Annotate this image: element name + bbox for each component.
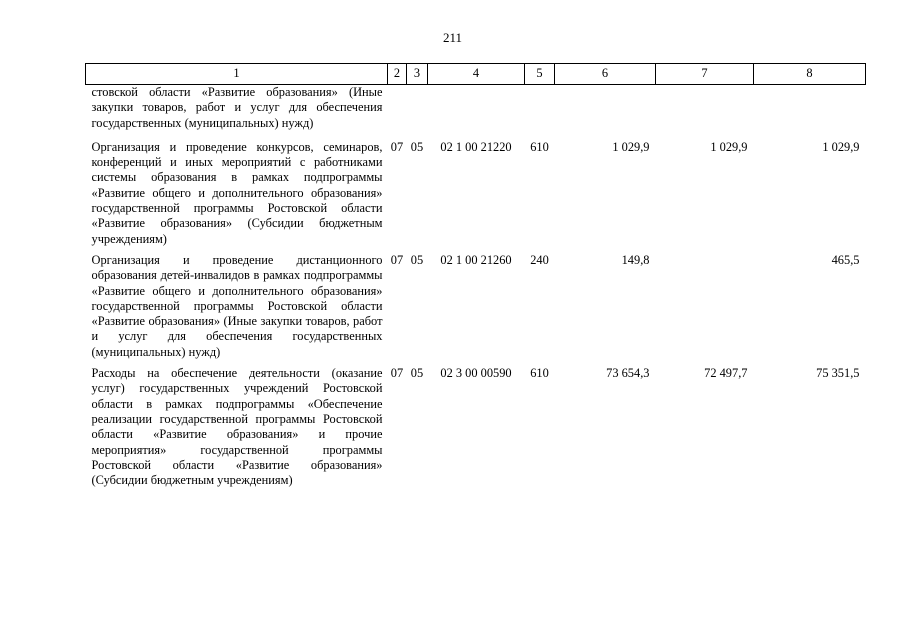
column-header-target-article: 4 bbox=[428, 64, 525, 85]
row-section: 07 bbox=[390, 366, 404, 381]
row-amount-2 bbox=[656, 85, 754, 136]
table-row bbox=[86, 249, 866, 362]
page-number: 211 bbox=[442, 30, 463, 45]
row-amount-1: 1 029,9 bbox=[612, 139, 650, 154]
column-header-section: 2 bbox=[388, 64, 407, 85]
column-header-amount-2: 7 bbox=[656, 64, 754, 85]
row-amount-1: 149,8 bbox=[621, 252, 650, 267]
table-row bbox=[86, 85, 866, 136]
row-subsection bbox=[407, 85, 428, 136]
column-header-amount-3: 8 bbox=[754, 64, 866, 85]
row-expense-type: 240 bbox=[530, 252, 549, 267]
row-description: Организация и проведение конкурсов, семинаров, конференций и иных мероприятий с работниками системы образования в рамках подпрограммы «Развитие общего и дополнительного образования» государственной программы Ростовской области «Развитие образования» (Субсидии бюджетным учреждениям) bbox=[91, 139, 383, 246]
row-section: 07 bbox=[390, 139, 404, 154]
column-header-description: 1 bbox=[86, 64, 388, 85]
row-expense-type: 610 bbox=[530, 366, 549, 381]
row-target-article: 02 1 00 21260 bbox=[440, 252, 512, 267]
row-description: стовской области «Развитие образования» (Иные закупки товаров, работ и услуг для обеспечения государственных (муниципальных) нужд) bbox=[91, 85, 383, 130]
row-expense-type bbox=[525, 85, 555, 136]
row-target-article bbox=[428, 85, 525, 136]
row-section: 07 bbox=[390, 252, 404, 267]
row-subsection: 05 bbox=[410, 366, 424, 381]
budget-table bbox=[85, 63, 866, 490]
row-amount-3: 75 351,5 bbox=[816, 366, 860, 381]
row-expense-type: 610 bbox=[530, 139, 549, 154]
column-header-amount-1: 6 bbox=[555, 64, 656, 85]
row-subsection: 05 bbox=[410, 139, 424, 154]
table-row bbox=[86, 136, 866, 249]
table-row bbox=[86, 362, 866, 490]
row-description: Расходы на обеспечение деятельности (оказание услуг) государственных учреждений Ростовской области в рамках подпрограммы «Обеспечение реализации государственной программы Ростовской области «Развитие образования» и прочие мероприятия» государственной программы Ростовской области «Развитие образования» (Субсидии бюджетным учреждениям) bbox=[91, 366, 383, 488]
column-header-expense-type: 5 bbox=[525, 64, 555, 85]
row-amount-3: 465,5 bbox=[831, 252, 860, 267]
row-subsection: 05 bbox=[410, 252, 424, 267]
row-target-article: 02 1 00 21220 bbox=[440, 139, 512, 154]
row-amount-2: 1 029,9 bbox=[710, 139, 748, 154]
row-amount-2 bbox=[656, 249, 754, 362]
row-description: Организация и проведение дистанционного образования детей-инвалидов в рамках подпрограммы «Развитие общего и дополнительного образования» государственной программы Ростовской области «Развитие образования» (Иные закупки товаров, работ и услуг для обеспечения государственных (муниципальных) нужд) bbox=[91, 252, 383, 359]
row-amount-1 bbox=[555, 85, 656, 136]
row-amount-3: 1 029,9 bbox=[822, 139, 860, 154]
row-amount-1: 73 654,3 bbox=[606, 366, 650, 381]
row-target-article: 02 3 00 00590 bbox=[440, 366, 512, 381]
row-amount-3 bbox=[754, 85, 866, 136]
row-section bbox=[388, 85, 407, 136]
column-header-subsection: 3 bbox=[407, 64, 428, 85]
table-header-row bbox=[86, 64, 866, 85]
row-amount-2: 72 497,7 bbox=[704, 366, 748, 381]
